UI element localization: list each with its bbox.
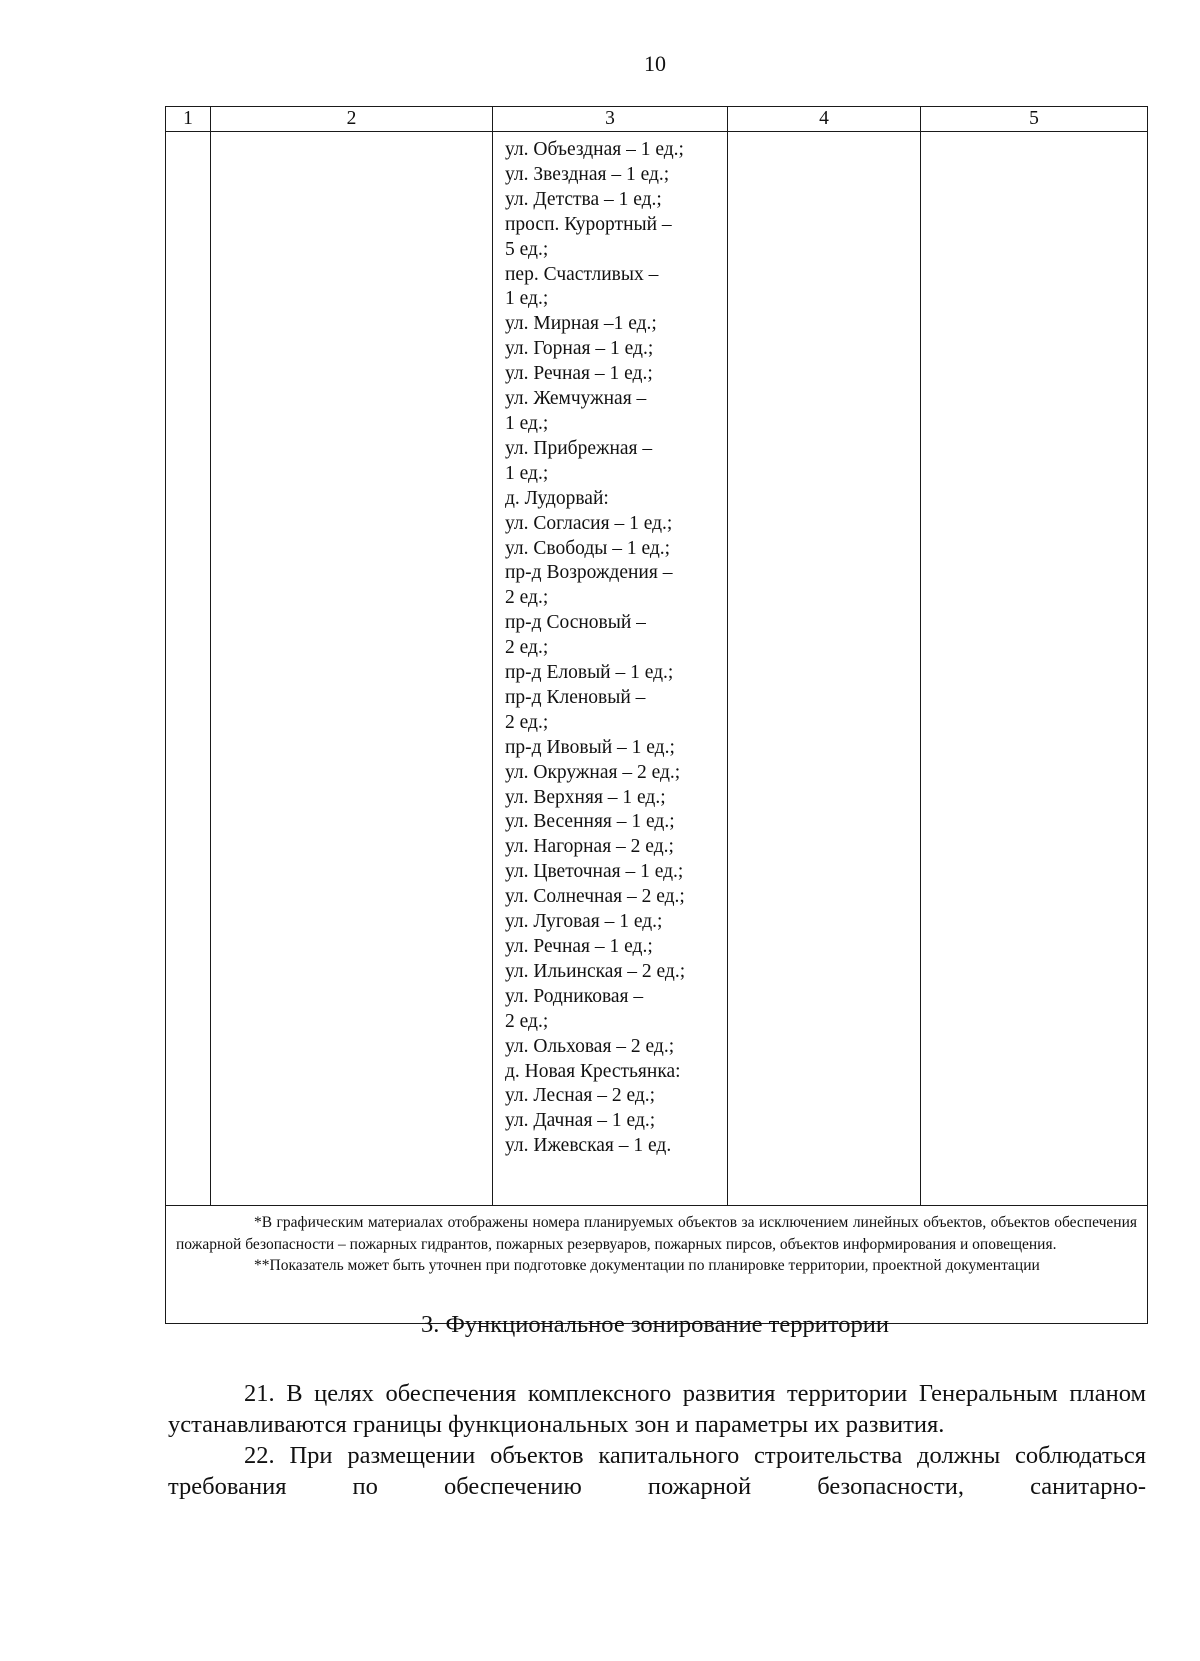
list-item: пр-д Кленовый – bbox=[505, 686, 646, 708]
list-item: ул. Звездная – 1 ед.; bbox=[505, 163, 670, 185]
table-row bbox=[166, 132, 1148, 1206]
list-item: ул. Согласия – 1 ед.; bbox=[505, 512, 673, 534]
list-item: пр-д Возрождения – bbox=[505, 562, 673, 584]
list-item: 2 ед.; bbox=[505, 637, 549, 659]
list-item: ул. Солнечная – 2 ед.; bbox=[505, 886, 685, 908]
footnote-second: **Показатель может быть уточнен при подготовке документации по планировке территории, проектной документации bbox=[254, 1257, 1040, 1274]
list-item: ул. Свободы – 1 ед.; bbox=[505, 537, 671, 559]
list-item: ул. Родниковая – bbox=[505, 985, 644, 1007]
list-item: ул. Прибрежная – bbox=[505, 437, 653, 459]
list-item: пр-д Сосновый – bbox=[505, 612, 646, 634]
list-item: 2 ед.; bbox=[505, 1010, 549, 1032]
list-item: 2 ед.; bbox=[505, 711, 549, 733]
paragraph-22: 22. При размещении объектов капитального строительства должны соблюдаться требования по обеспечению пожарной безопасности, санитарно- bbox=[168, 1442, 1146, 1500]
list-item: ул. Ольховая – 2 ед.; bbox=[505, 1035, 675, 1057]
list-item: пр-д Ивовый – 1 ед.; bbox=[505, 736, 675, 758]
cell-column-2 bbox=[211, 132, 493, 1206]
column-header-5: 5 bbox=[921, 107, 1148, 132]
list-item: ул. Жемчужная – bbox=[505, 388, 647, 410]
list-item: 1 ед.; bbox=[505, 412, 549, 434]
column-header-4: 4 bbox=[728, 107, 921, 132]
section-heading: 3. Функциональное зонирование территории bbox=[420, 1311, 889, 1338]
list-item: ул. Луговая – 1 ед.; bbox=[505, 911, 663, 933]
list-item: ул. Мирная –1 ед.; bbox=[505, 313, 657, 335]
column-header-2: 2 bbox=[211, 107, 493, 132]
street-list bbox=[493, 132, 727, 1159]
list-item: 2 ед.; bbox=[505, 587, 549, 609]
list-item: ул. Цветочная – 1 ед.; bbox=[505, 861, 684, 883]
list-item: ул. Ижевская – 1 ед. bbox=[505, 1135, 672, 1157]
list-item: д. Лудорвай: bbox=[505, 487, 609, 509]
list-item: просп. Курортный – bbox=[505, 213, 672, 235]
column-header-3: 3 bbox=[493, 107, 728, 132]
list-item: 1 ед.; bbox=[505, 462, 549, 484]
list-item: 1 ед.; bbox=[505, 288, 549, 310]
list-item: ул. Верхняя – 1 ед.; bbox=[505, 786, 666, 808]
list-item: 5 ед.; bbox=[505, 238, 549, 260]
cell-column-4 bbox=[728, 132, 921, 1206]
list-item: пер. Счастливых – bbox=[505, 263, 659, 285]
list-item: ул. Окружная – 2 ед.; bbox=[505, 761, 681, 783]
list-item: ул. Нагорная – 2 ед.; bbox=[505, 836, 674, 858]
table-header-row bbox=[166, 107, 1148, 132]
cell-column-1 bbox=[166, 132, 211, 1206]
list-item: ул. Дачная – 1 ед.; bbox=[505, 1110, 656, 1132]
list-item: ул. Речная – 1 ед.; bbox=[505, 936, 653, 957]
cell-column-5 bbox=[921, 132, 1148, 1206]
column-header-1: 1 bbox=[166, 107, 211, 132]
list-item: пр-д Еловый – 1 ед.; bbox=[505, 662, 674, 684]
planned-objects-table bbox=[165, 106, 1148, 1324]
page-number: 10 bbox=[644, 51, 666, 76]
list-item: ул. Горная – 1 ед.; bbox=[505, 338, 654, 360]
list-item: ул. Ильинская – 2 ед.; bbox=[505, 960, 686, 982]
list-item: ул. Детства – 1 ед.; bbox=[505, 188, 662, 210]
list-item: ул. Весенняя – 1 ед.; bbox=[505, 811, 675, 833]
list-item: ул. Объездная – 1 ед.; bbox=[505, 139, 684, 160]
cell-column-3 bbox=[493, 132, 728, 1206]
footnote-first: *В графическим материалах отображены номера планируемых объектов за исключением линейных объектов, объектов обеспечения пожарной безопасности – пожарных гидрантов, пожарных резервуаров, пожарных пирсов, объектов информирования и оповещения. bbox=[176, 1214, 1137, 1253]
list-item: ул. Лесная – 2 ед.; bbox=[505, 1085, 656, 1107]
list-item: д. Новая Крестьянка: bbox=[505, 1060, 681, 1082]
footnote-cell bbox=[166, 1206, 1148, 1324]
section-body bbox=[168, 1378, 1146, 1502]
paragraph-21: 21. В целях обеспечения комплексного развития территории Генеральным планом устанавливаются границы функциональных зон и параметры их развития. bbox=[168, 1380, 1146, 1438]
list-item: ул. Речная – 1 ед.; bbox=[505, 363, 653, 385]
footnote-row bbox=[166, 1206, 1148, 1324]
